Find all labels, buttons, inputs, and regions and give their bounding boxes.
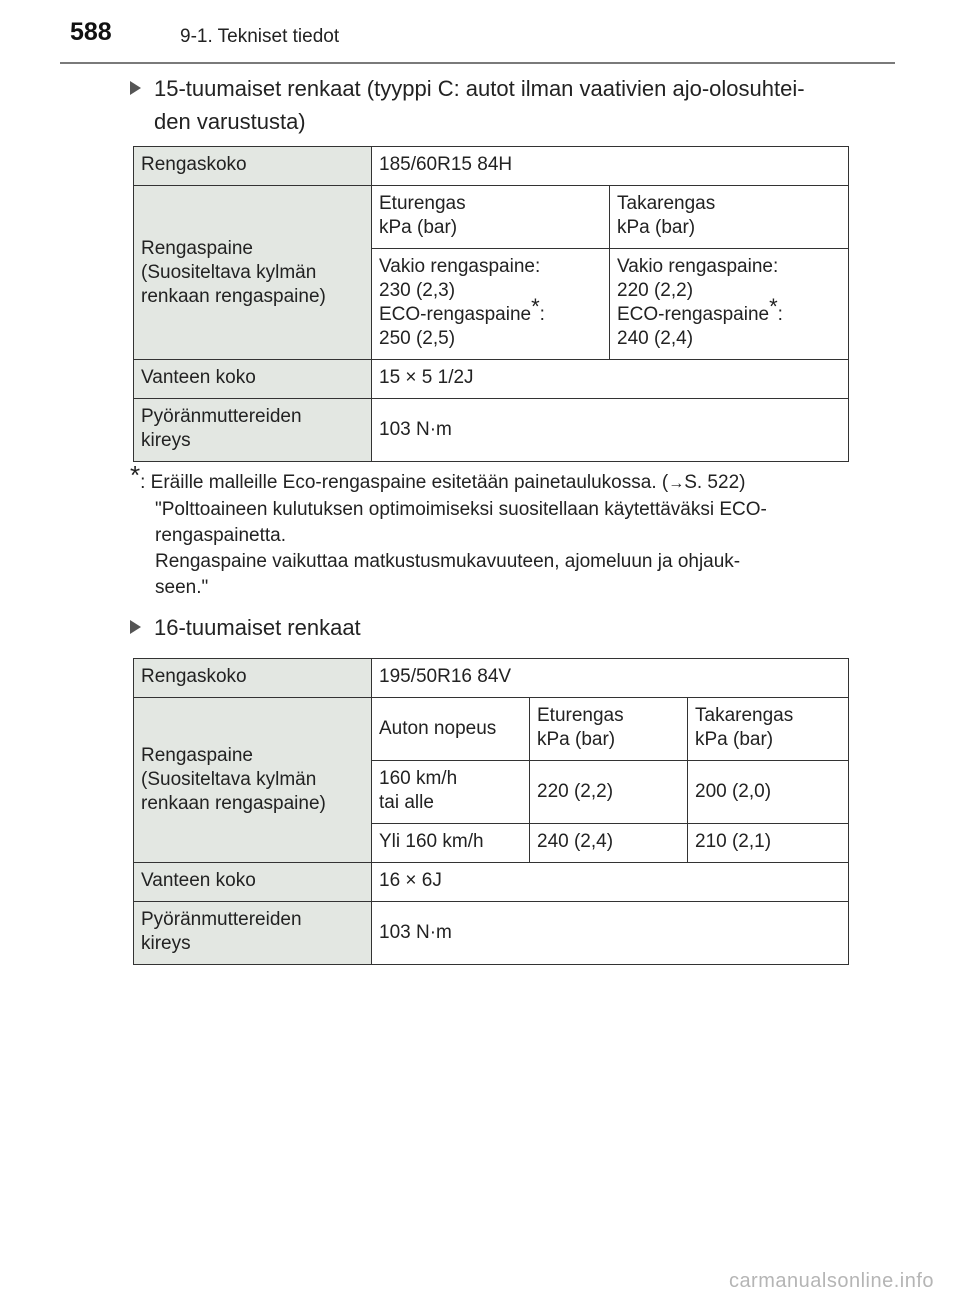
table-row: [134, 399, 849, 462]
heading-16-inch-text: 16-tuumaiset renkaat: [154, 615, 361, 640]
torque-label: Pyöränmuttereiden kireys: [134, 399, 372, 462]
table-row: [134, 902, 849, 965]
footnote-star-icon: *: [130, 460, 141, 490]
tire-size-value: 185/60R15 84H: [372, 147, 849, 186]
front-tire-header: Eturengas kPa (bar): [530, 698, 688, 761]
tire-size-value: 195/50R16 84V: [372, 659, 849, 698]
tire-size-label: Rengaskoko: [134, 147, 372, 186]
bullet-triangle-icon: [130, 81, 141, 95]
rim-size-label: Vanteen koko: [134, 863, 372, 902]
heading-16-inch: [130, 611, 844, 644]
footnote: *: Eräille malleille Eco-rengaspaine esitetään painetaulukossa. (→S. 522) "Polttoaineen kulutuksen optimoimiseksi suositellaan käytettäväksi ECO- rengaspainetta. Rengaspaine vaikuttaa matkustusmukavuuteen, ajomeluun ja ohjauk- seen.": [130, 460, 767, 598]
header-rule: [60, 62, 895, 64]
tire-size-label: Rengaskoko: [134, 659, 372, 698]
table-row: [134, 863, 849, 902]
torque-value: 103 N·m: [372, 902, 849, 965]
footnote-star-icon: *: [769, 294, 778, 319]
front-tire-pressure: Vakio rengaspaine: 230 (2,3) ECO-rengaspaine*: 250 (2,5): [372, 249, 610, 360]
rear-pressure-cell: 210 (2,1): [688, 824, 849, 863]
front-pressure-cell: 220 (2,2): [530, 761, 688, 824]
rim-size-value: 15 × 5 1/2J: [372, 360, 849, 399]
footnote-star-icon: *: [531, 294, 540, 319]
table-row: [134, 659, 849, 698]
rear-tire-header: Takarengas kPa (bar): [610, 186, 849, 249]
table-row: [134, 360, 849, 399]
page-reference-link[interactable]: S. 522): [684, 472, 746, 493]
page-number: 588: [70, 18, 112, 46]
rim-size-label: Vanteen koko: [134, 360, 372, 399]
torque-label: Pyöränmuttereiden kireys: [134, 902, 372, 965]
speed-header: Auton nopeus: [372, 698, 530, 761]
speed-cell: 160 km/h tai alle: [372, 761, 530, 824]
tire-table-16-inch: [133, 658, 849, 965]
rear-tire-pressure: Vakio rengaspaine: 220 (2,2) ECO-rengaspaine*: 240 (2,4): [610, 249, 849, 360]
arrow-right-icon: →: [668, 475, 685, 492]
heading-15-inch-text: 15-tuumaiset renkaat (tyyppi C: autot ilman vaativien ajo-olosuhtei- den varustusta): [154, 76, 805, 134]
table-row: [134, 147, 849, 186]
rim-size-value: 16 × 6J: [372, 863, 849, 902]
rear-tire-header: Takarengas kPa (bar): [688, 698, 849, 761]
pressure-label: Rengaspaine (Suositeltava kylmän renkaan rengaspaine): [134, 186, 372, 360]
bullet-triangle-icon: [130, 620, 141, 634]
front-pressure-cell: 240 (2,4): [530, 824, 688, 863]
table-row: [134, 698, 849, 761]
pressure-label: Rengaspaine (Suositeltava kylmän renkaan rengaspaine): [134, 698, 372, 863]
torque-value: 103 N·m: [372, 399, 849, 462]
speed-cell: Yli 160 km/h: [372, 824, 530, 863]
heading-15-inch: [130, 72, 844, 138]
section-title: 9-1. Tekniset tiedot: [180, 26, 340, 47]
watermark: carmanualsonline.info: [728, 1270, 934, 1292]
rear-pressure-cell: 200 (2,0): [688, 761, 849, 824]
front-tire-header: Eturengas kPa (bar): [372, 186, 610, 249]
table-row: [134, 186, 849, 249]
tire-table-15-inch: [133, 146, 849, 462]
